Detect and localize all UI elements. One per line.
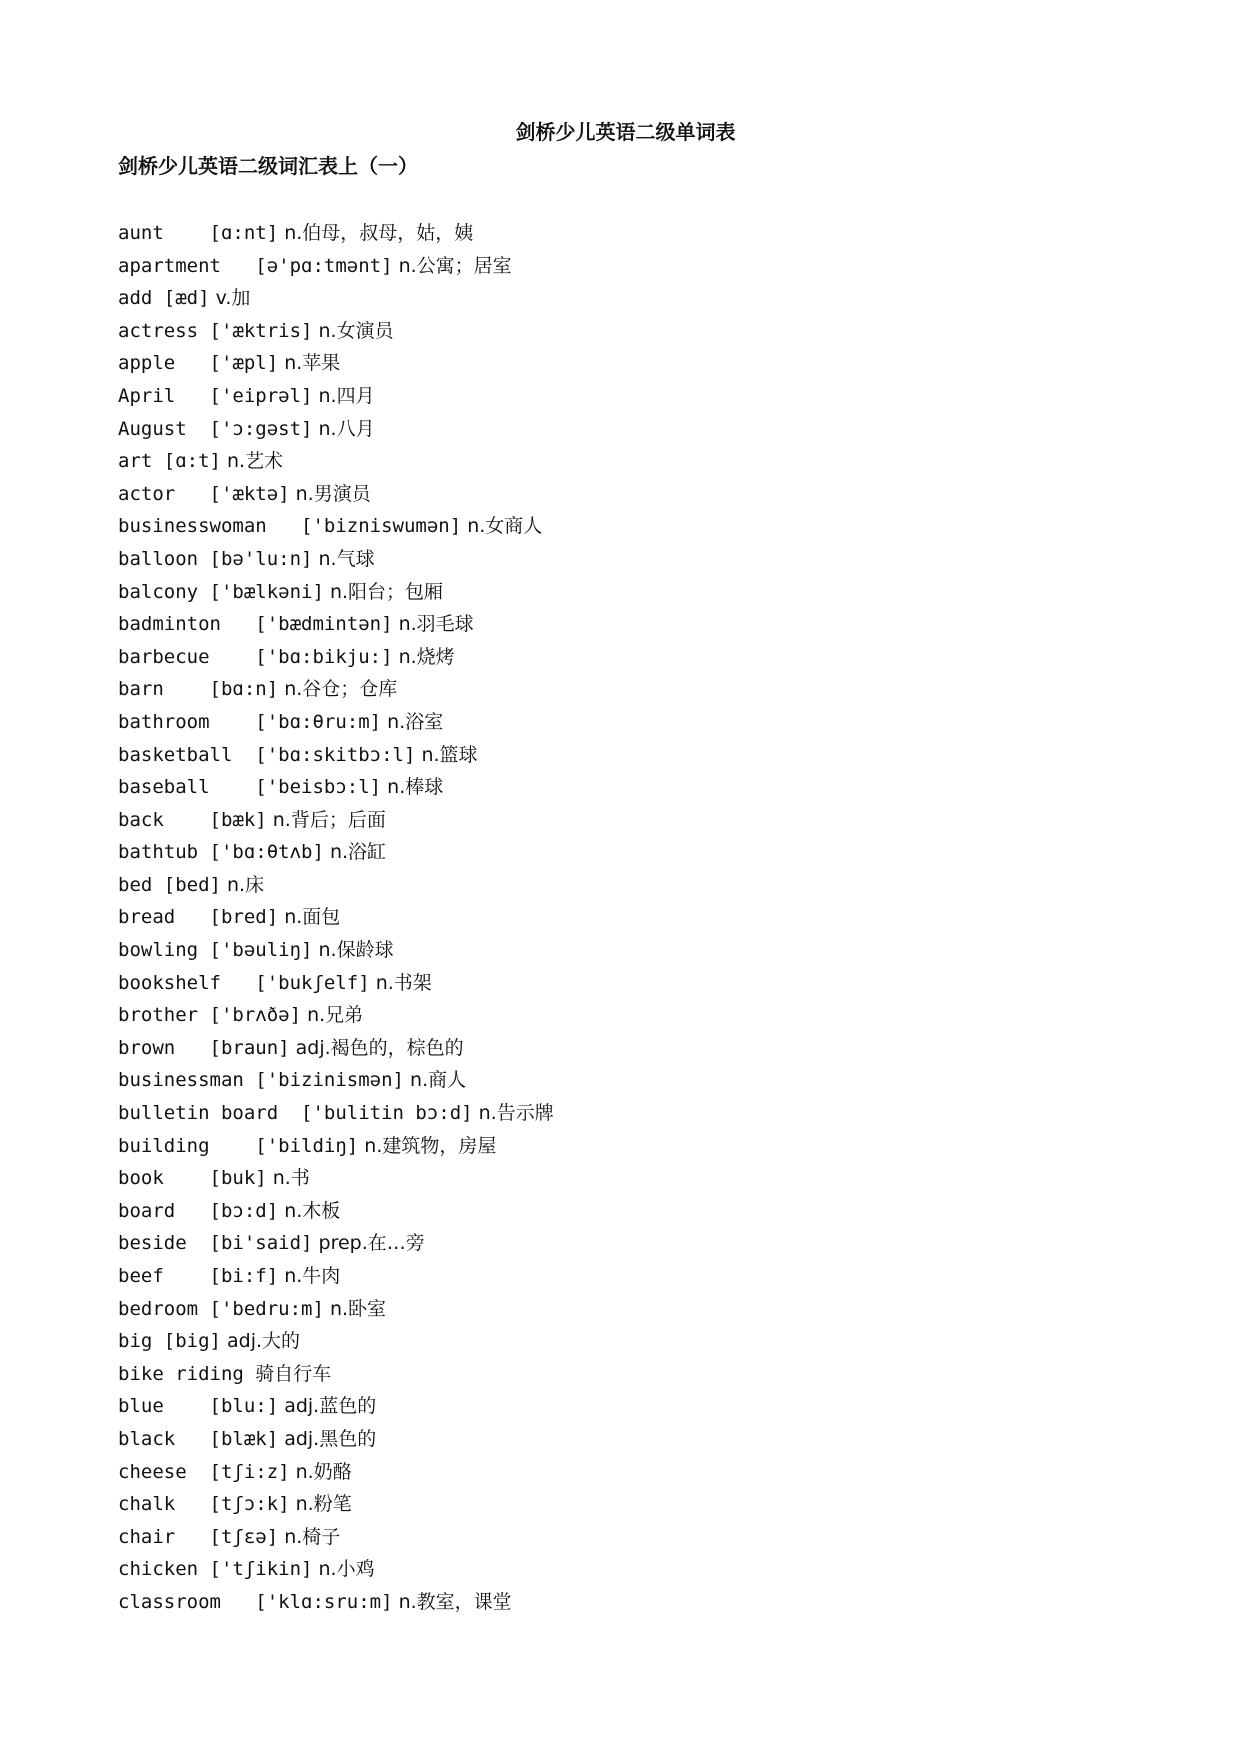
entry-word: baseball <box>118 776 256 799</box>
entry-phonetic: [bɑ:n] <box>209 678 279 701</box>
entry-meaning: n.保龄球 <box>312 939 394 962</box>
entry-phonetic: [blu:] <box>209 1395 279 1418</box>
entry-meaning: n.面包 <box>278 906 341 929</box>
entry-meaning: n.卧室 <box>323 1297 387 1320</box>
entry-word: apartment <box>118 254 256 277</box>
entry-word: beef <box>118 1265 210 1287</box>
entry-meaning: n.棒球 <box>381 776 444 799</box>
vocabulary-entry <box>118 1292 554 1325</box>
entry-phonetic: ['æktris] <box>209 319 313 342</box>
entry-meaning: n.告示牌 <box>472 1102 554 1125</box>
entry-meaning: n.羽毛球 <box>392 613 474 636</box>
entry-phonetic: ['bukʃelf] <box>255 971 370 994</box>
entry-word: art <box>118 450 164 473</box>
entry-phonetic: [buk] <box>209 1167 267 1190</box>
entry-word: businessman <box>118 1069 256 1092</box>
entry-word: book <box>118 1167 210 1190</box>
vocabulary-entry <box>118 1487 554 1520</box>
entry-meaning: n.背后；后面 <box>266 808 386 831</box>
entry-word: barbecue <box>118 645 256 668</box>
entry-meaning: v.加 <box>209 287 251 310</box>
entry-word: big <box>118 1330 164 1353</box>
entry-phonetic: ['beisbɔ:l] <box>255 776 382 799</box>
entry-meaning: n.教室，课堂 <box>392 1590 512 1613</box>
entry-phonetic: [bi:f] <box>209 1265 279 1287</box>
entry-meaning: n.牛肉 <box>278 1265 341 1287</box>
entry-phonetic: ['eiprəl] <box>209 384 313 407</box>
vocabulary-entry <box>118 1129 554 1162</box>
entry-meaning: n.篮球 <box>415 743 478 766</box>
entry-word: building <box>118 1134 256 1157</box>
vocabulary-entry <box>118 868 554 901</box>
entry-meaning: n.公寓；居室 <box>392 254 512 277</box>
vocabulary-entry <box>118 509 554 542</box>
entry-meaning: n.粉笔 <box>289 1493 352 1516</box>
vocabulary-entry <box>118 607 554 640</box>
entry-word: bowling <box>118 939 210 962</box>
entry-phonetic: ['bedru:m] <box>209 1297 324 1320</box>
vocabulary-entry <box>118 1455 554 1488</box>
entry-phonetic: [bred] <box>209 906 279 929</box>
entry-meaning: n.谷仓；仓库 <box>278 678 398 701</box>
vocabulary-entry <box>118 705 554 738</box>
entry-word: blue <box>118 1395 210 1418</box>
entry-word: bike riding <box>118 1362 256 1385</box>
entry-phonetic: [ɑ:nt] <box>209 222 279 244</box>
vocabulary-entry <box>118 966 554 999</box>
entry-phonetic: [big] <box>163 1330 221 1353</box>
entry-word: barn <box>118 678 210 701</box>
entry-word: balloon <box>118 547 210 570</box>
entry-phonetic: [blæk] <box>209 1427 279 1450</box>
entry-word: cheese <box>118 1460 210 1483</box>
entry-meaning: n.男演员 <box>289 482 371 505</box>
entry-meaning: adj.蓝色的 <box>278 1395 377 1418</box>
entry-phonetic: ['bildiŋ] <box>255 1134 359 1157</box>
vocabulary-entry <box>118 1031 554 1064</box>
entry-word: April <box>118 384 210 407</box>
entry-phonetic: ['bælkəni] <box>209 580 324 603</box>
entry-meaning: n.烧烤 <box>392 645 455 668</box>
entry-meaning: adj.褐色的，棕色的 <box>289 1036 464 1059</box>
entry-word: businesswoman <box>118 515 302 538</box>
entry-word: balcony <box>118 580 210 603</box>
entry-meaning: n.兄弟 <box>301 1004 364 1027</box>
entry-phonetic: ['bizinismən] <box>255 1069 404 1092</box>
entry-meaning: n.阳台；包厢 <box>323 580 444 603</box>
entry-word: actress <box>118 319 210 342</box>
entry-phonetic: [tʃɔ:k] <box>209 1493 290 1516</box>
entry-word: chicken <box>118 1558 210 1581</box>
vocabulary-entry <box>118 672 554 705</box>
entry-meaning: n.女商人 <box>461 515 543 538</box>
entry-word: bedroom <box>118 1297 210 1320</box>
vocabulary-entry <box>118 770 554 803</box>
vocabulary-entry <box>118 1389 554 1422</box>
entry-phonetic: [æd] <box>163 287 210 310</box>
entry-phonetic: [bə'lu:n] <box>209 547 313 570</box>
entry-phonetic: [bɔ:d] <box>209 1199 279 1222</box>
vocabulary-entry <box>118 640 554 673</box>
entry-meaning: n.伯母，叔母，姑，姨 <box>278 222 474 244</box>
entry-meaning: n.书 <box>266 1167 310 1190</box>
vocabulary-entry <box>118 933 554 966</box>
entry-word: classroom <box>118 1590 256 1613</box>
vocabulary-entry <box>118 1096 554 1129</box>
entry-phonetic: ['bædmintən] <box>255 613 393 636</box>
vocabulary-entry <box>118 1194 554 1227</box>
vocabulary-entry <box>118 1585 554 1618</box>
vocabulary-entry <box>118 1422 554 1455</box>
entry-word: board <box>118 1199 210 1222</box>
vocabulary-entry <box>118 1259 554 1292</box>
entry-meaning: n.四月 <box>312 384 375 407</box>
entry-meaning: n.建筑物，房屋 <box>358 1134 497 1157</box>
vocabulary-entry <box>118 1552 554 1585</box>
entry-phonetic: ['brʌðə] <box>209 1004 302 1027</box>
entry-phonetic: [ɑ:t] <box>163 450 221 473</box>
entry-word: chalk <box>118 1493 210 1516</box>
entry-phonetic: ['bəuliŋ] <box>209 939 313 962</box>
entry-meaning: n.女演员 <box>312 319 394 342</box>
entry-meaning: n.床 <box>220 873 265 896</box>
entry-meaning: adj.大的 <box>220 1330 301 1353</box>
vocabulary-entry <box>118 379 554 412</box>
entry-meaning: prep.在…旁 <box>312 1232 425 1255</box>
entry-meaning: n.书架 <box>369 971 432 994</box>
vocabulary-entry <box>118 1324 554 1357</box>
document-title <box>0 118 1241 146</box>
entry-phonetic: [tʃɛə] <box>209 1525 279 1548</box>
vocabulary-entry <box>118 998 554 1031</box>
entry-word: black <box>118 1427 210 1450</box>
entry-word: basketball <box>118 743 256 766</box>
entry-meaning: n.气球 <box>312 547 375 570</box>
vocabulary-entry <box>118 477 554 510</box>
entry-phonetic: [braun] <box>209 1036 290 1059</box>
vocabulary-entry <box>118 835 554 868</box>
entry-meaning: n.奶酪 <box>289 1460 352 1483</box>
vocabulary-entry <box>118 575 554 608</box>
entry-phonetic: ['bɑ:bikju:] <box>255 645 393 668</box>
entry-meaning: n.浴室 <box>381 710 444 733</box>
vocabulary-entry <box>118 249 554 282</box>
entry-phonetic: ['bizniswumən] <box>301 515 462 538</box>
entry-word: bathtub <box>118 841 210 864</box>
entry-word: August <box>118 417 210 440</box>
entry-phonetic: ['æpl] <box>209 352 279 375</box>
vocabulary-entry <box>118 1357 554 1390</box>
vocabulary-entry <box>118 1520 554 1553</box>
entry-phonetic: [bi'said] <box>209 1232 313 1255</box>
entry-word: apple <box>118 352 210 375</box>
entry-word: bread <box>118 906 210 929</box>
entry-meaning: n.艺术 <box>220 450 284 473</box>
entry-phonetic: [bæk] <box>209 808 267 831</box>
vocabulary-entry <box>118 412 554 445</box>
entry-phonetic: ['æktə] <box>209 482 290 505</box>
entry-word: bathroom <box>118 710 256 733</box>
entry-phonetic: [ə'pɑ:tmənt] <box>255 254 393 277</box>
entry-word: beside <box>118 1232 210 1255</box>
entry-meaning: n.浴缸 <box>323 841 387 864</box>
entry-phonetic: ['tʃikin] <box>209 1558 313 1581</box>
entry-word: bed <box>118 873 164 896</box>
entry-phonetic: ['bulitin bɔ:d] <box>301 1102 473 1125</box>
entry-meaning: n.八月 <box>312 417 375 440</box>
vocabulary-list <box>118 216 554 1618</box>
document-title-text: 剑桥少儿英语二级单词表 <box>515 120 736 144</box>
entry-meaning: n.椅子 <box>278 1525 341 1548</box>
entry-meaning: adj.黑色的 <box>278 1427 377 1450</box>
entry-meaning: n.苹果 <box>278 352 341 375</box>
entry-word: bulletin board <box>118 1102 302 1125</box>
entry-word: actor <box>118 482 210 505</box>
vocabulary-entry <box>118 346 554 379</box>
vocabulary-entry <box>118 900 554 933</box>
vocabulary-entry <box>118 738 554 771</box>
entry-phonetic: ['ɔ:gəst] <box>209 417 313 440</box>
vocabulary-entry <box>118 1063 554 1096</box>
vocabulary-entry <box>118 1226 554 1259</box>
entry-word: chair <box>118 1525 210 1548</box>
entry-word: back <box>118 808 210 831</box>
vocabulary-entry <box>118 542 554 575</box>
entry-meaning: n.小鸡 <box>312 1558 375 1581</box>
vocabulary-entry <box>118 216 554 249</box>
entry-phonetic: ['bɑ:θtʌb] <box>209 841 324 864</box>
entry-phonetic: ['bɑ:θru:m] <box>255 710 382 733</box>
entry-word: badminton <box>118 613 256 636</box>
entry-meaning: 骑自行车 <box>255 1362 332 1385</box>
vocabulary-entry <box>118 444 554 477</box>
entry-word: brown <box>118 1036 210 1059</box>
vocabulary-entry <box>118 1161 554 1194</box>
entry-word: add <box>118 287 164 310</box>
entry-meaning: n.商人 <box>404 1069 467 1092</box>
entry-word: bookshelf <box>118 971 256 994</box>
vocabulary-entry <box>118 803 554 836</box>
section-title: 剑桥少儿英语二级词汇表上（一） <box>118 154 418 178</box>
entry-phonetic: ['klɑ:sru:m] <box>255 1590 393 1613</box>
entry-phonetic: [tʃi:z] <box>209 1460 290 1483</box>
entry-word: brother <box>118 1004 210 1027</box>
vocabulary-entry <box>118 314 554 347</box>
entry-meaning: n.木板 <box>278 1199 341 1222</box>
entry-word: aunt <box>118 222 210 244</box>
vocabulary-entry <box>118 281 554 314</box>
entry-phonetic: [bed] <box>163 873 221 896</box>
entry-phonetic: ['bɑ:skitbɔ:l] <box>255 743 416 766</box>
